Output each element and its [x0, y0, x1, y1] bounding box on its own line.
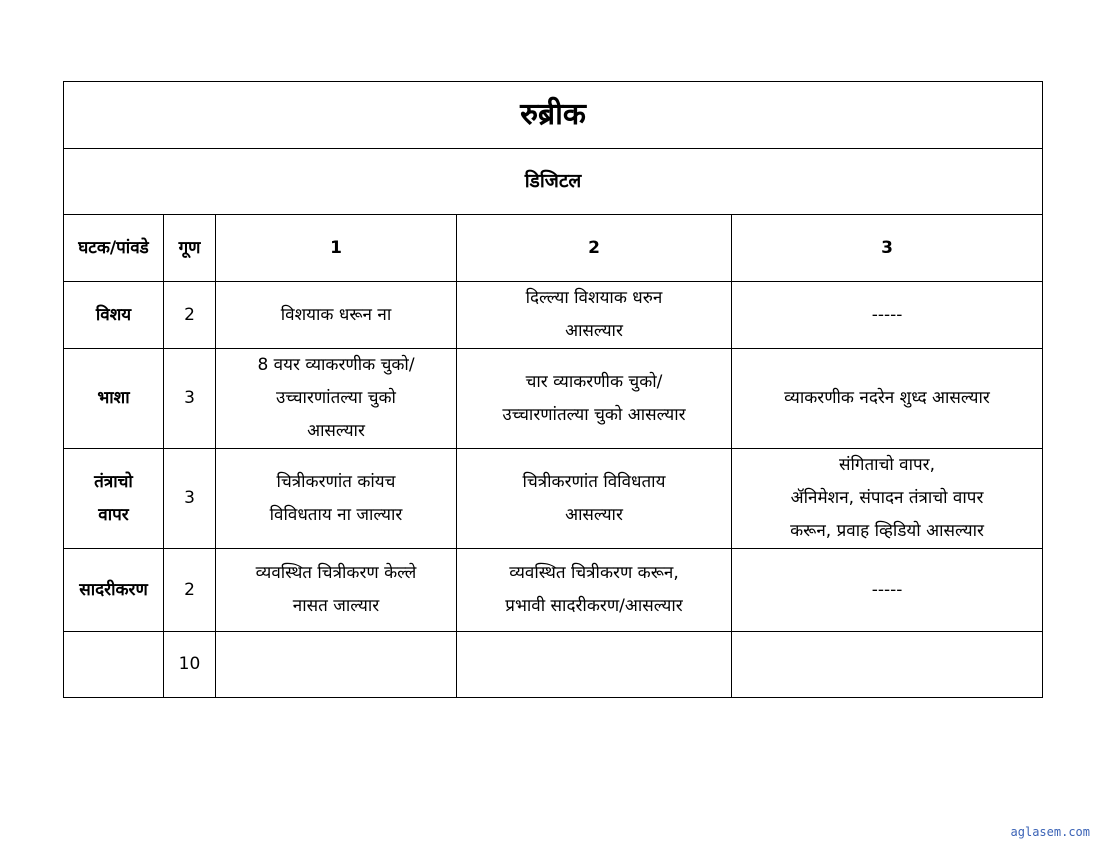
level-1-cell: चित्रीकरणांत कांयच विविधताय ना जाल्यार	[216, 449, 457, 549]
level-2-cell: दिल्ल्या विशयाक धरुन आसल्यार	[457, 282, 732, 349]
header-level-1: 1	[216, 215, 457, 282]
marks-cell: 2	[164, 549, 216, 632]
total-level-3-cell	[732, 632, 1043, 698]
level-2-cell: चार व्याकरणीक चुको/ उच्चारणांतल्या चुको आसल्यार	[457, 349, 732, 449]
criterion-cell: विशय	[64, 282, 164, 349]
level-3-cell: संगिताचो वापर, ॲनिमेशन, संपादन तंत्राचो वापर करून, प्रवाह व्हिडियो आसल्यार	[732, 449, 1043, 549]
header-marks: गूण	[164, 215, 216, 282]
header-criteria: घटक/पांवडे	[64, 215, 164, 282]
level-2-cell: व्यवस्थित चित्रीकरण करून, प्रभावी सादरीकरण/आसल्यार	[457, 549, 732, 632]
table-row	[64, 282, 1043, 349]
rubric-table	[63, 81, 1043, 698]
page-subtitle: डिजिटल	[524, 169, 582, 192]
subtitle-cell	[64, 149, 1043, 215]
level-1-cell: व्यवस्थित चित्रीकरण केल्ले नासत जाल्यार	[216, 549, 457, 632]
header-level-2: 2	[457, 215, 732, 282]
marks-cell: 3	[164, 349, 216, 449]
criterion-cell: सादरीकरण	[64, 549, 164, 632]
table-row	[64, 549, 1043, 632]
level-1-cell: विशयाक धरून ना	[216, 282, 457, 349]
title-cell	[64, 82, 1043, 149]
marks-cell: 3	[164, 449, 216, 549]
marks-cell: 2	[164, 282, 216, 349]
table-row	[64, 349, 1043, 449]
subtitle-row	[64, 149, 1043, 215]
total-marks-cell: 10	[164, 632, 216, 698]
page-title: रुब्रीक	[520, 96, 586, 132]
total-criterion-cell	[64, 632, 164, 698]
header-level-3: 3	[732, 215, 1043, 282]
level-3-cell: व्याकरणीक नदरेन शुध्द आसल्यार	[732, 349, 1043, 449]
level-3-cell: -----	[732, 549, 1043, 632]
level-2-cell: चित्रीकरणांत विविधताय आसल्यार	[457, 449, 732, 549]
header-row	[64, 215, 1043, 282]
title-row	[64, 82, 1043, 149]
level-1-cell: 8 वयर व्याकरणीक चुको/ उच्चारणांतल्या चुको आसल्यार	[216, 349, 457, 449]
watermark: aglasem.com	[1010, 825, 1090, 839]
total-row	[64, 632, 1043, 698]
table-row	[64, 449, 1043, 549]
total-level-2-cell	[457, 632, 732, 698]
total-level-1-cell	[216, 632, 457, 698]
level-3-cell: -----	[732, 282, 1043, 349]
criterion-cell: तंत्राचो वापर	[64, 449, 164, 549]
criterion-cell: भाशा	[64, 349, 164, 449]
